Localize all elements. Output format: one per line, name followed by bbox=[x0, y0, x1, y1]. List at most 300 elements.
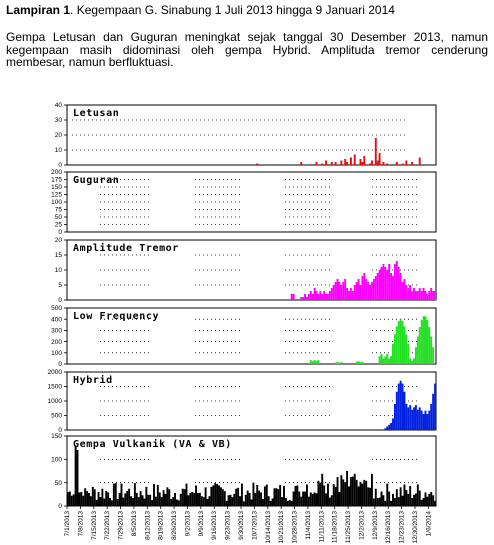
bar bbox=[230, 495, 232, 506]
bar bbox=[432, 495, 434, 506]
bar bbox=[344, 159, 346, 165]
bar bbox=[136, 493, 138, 506]
bar bbox=[409, 285, 411, 300]
bar bbox=[396, 392, 398, 430]
bar bbox=[126, 491, 128, 506]
bar bbox=[346, 471, 348, 506]
bar bbox=[143, 499, 145, 506]
bar bbox=[130, 496, 132, 506]
bar bbox=[426, 320, 428, 364]
bar bbox=[90, 496, 92, 506]
x-tick-label: 9/16/2013 bbox=[211, 511, 219, 540]
bar bbox=[425, 291, 427, 300]
bar bbox=[331, 495, 333, 506]
bar bbox=[170, 499, 172, 506]
bar bbox=[153, 484, 155, 506]
bar bbox=[296, 485, 298, 506]
bar bbox=[411, 162, 413, 165]
bar bbox=[340, 161, 342, 166]
bar bbox=[360, 482, 362, 506]
bar bbox=[256, 164, 258, 166]
bar bbox=[409, 486, 411, 506]
y-tick-label: 175 bbox=[51, 176, 62, 184]
bar bbox=[411, 361, 413, 364]
y-tick-label: 1000 bbox=[47, 398, 62, 406]
bar bbox=[382, 162, 384, 165]
bar bbox=[199, 493, 201, 506]
bar bbox=[384, 428, 386, 430]
bar bbox=[358, 486, 360, 506]
bar bbox=[279, 485, 281, 506]
bar bbox=[275, 488, 277, 506]
bar bbox=[344, 279, 346, 300]
bar bbox=[354, 155, 356, 166]
bar bbox=[369, 488, 371, 506]
bar bbox=[381, 267, 383, 300]
bar bbox=[147, 495, 149, 506]
bar bbox=[398, 497, 400, 506]
bar bbox=[373, 499, 375, 506]
bar bbox=[78, 492, 80, 506]
bar bbox=[264, 486, 266, 506]
bar bbox=[338, 492, 340, 506]
bar bbox=[273, 488, 275, 506]
bar bbox=[348, 486, 350, 506]
bar bbox=[342, 479, 344, 506]
bar bbox=[371, 282, 373, 300]
bar bbox=[166, 487, 168, 506]
bar bbox=[432, 394, 434, 430]
bar bbox=[419, 158, 421, 166]
y-tick-label: 100 bbox=[51, 456, 62, 464]
x-tick-label: 9/30/2013 bbox=[237, 511, 245, 540]
bar bbox=[358, 361, 360, 364]
bar bbox=[348, 291, 350, 300]
bar bbox=[314, 360, 316, 364]
bar bbox=[308, 294, 310, 300]
bar bbox=[388, 358, 390, 364]
bar bbox=[371, 474, 373, 506]
x-tick-label: 9/9/2013 bbox=[197, 511, 205, 537]
panel-5 bbox=[51, 433, 436, 510]
figure-description: Gempa Letusan dan Guguran meningkat sejak tanggal 30 Desember 2013, namun kegempaan masih didominasi oleh gempa Hybrid. Amplituda tremor cenderung membesar, namun berfluktuasi. bbox=[6, 30, 488, 69]
bar bbox=[300, 162, 302, 165]
bar bbox=[363, 480, 365, 506]
x-tick-label: 7/1/2013 bbox=[64, 511, 71, 537]
bar bbox=[228, 495, 230, 506]
bar bbox=[325, 161, 327, 166]
bar bbox=[426, 497, 428, 506]
bar bbox=[396, 162, 398, 165]
bar bbox=[327, 484, 329, 506]
bar bbox=[350, 288, 352, 300]
y-tick-label: 0 bbox=[58, 229, 62, 237]
bar bbox=[356, 480, 358, 506]
bar bbox=[369, 285, 371, 300]
bar bbox=[302, 492, 304, 506]
bar bbox=[338, 363, 340, 364]
bar bbox=[356, 362, 358, 364]
bar bbox=[413, 495, 415, 506]
bar bbox=[432, 347, 434, 364]
bar bbox=[266, 485, 268, 506]
bar bbox=[138, 497, 140, 506]
bar bbox=[337, 362, 339, 364]
bar bbox=[306, 485, 308, 506]
x-tick-label: 7/8/2013 bbox=[77, 511, 85, 537]
bar bbox=[411, 498, 413, 506]
bar bbox=[371, 161, 373, 166]
bar bbox=[407, 494, 409, 506]
bar bbox=[342, 282, 344, 300]
bar bbox=[373, 279, 375, 300]
y-tick-label: 20 bbox=[54, 132, 62, 140]
bar bbox=[329, 291, 331, 300]
bar bbox=[325, 493, 327, 506]
y-tick-label: 200 bbox=[51, 338, 62, 346]
y-tick-label: 0 bbox=[58, 427, 62, 435]
bar bbox=[140, 491, 142, 506]
bar bbox=[404, 485, 406, 506]
bar bbox=[413, 358, 415, 364]
bar bbox=[186, 484, 188, 506]
bar bbox=[360, 159, 362, 165]
bar bbox=[132, 498, 134, 506]
bar bbox=[304, 492, 306, 506]
bar bbox=[405, 490, 407, 506]
bar bbox=[381, 492, 383, 506]
bar bbox=[96, 500, 98, 506]
bar bbox=[425, 492, 427, 506]
bar bbox=[251, 499, 253, 506]
bar bbox=[323, 485, 325, 506]
bar bbox=[404, 279, 406, 300]
bar bbox=[182, 489, 184, 506]
bar bbox=[398, 267, 400, 300]
bar bbox=[411, 291, 413, 300]
x-tick-label: 12/16/2013 bbox=[385, 511, 393, 544]
bar bbox=[312, 294, 314, 300]
panel-title: Guguran bbox=[73, 175, 120, 186]
y-tick-label: 50 bbox=[54, 479, 62, 487]
bar bbox=[377, 161, 379, 166]
bar bbox=[398, 321, 400, 364]
bar bbox=[365, 279, 367, 300]
bar bbox=[350, 158, 352, 166]
caption-lead: Lampiran 1 bbox=[6, 3, 71, 17]
bar bbox=[321, 294, 323, 300]
bar bbox=[310, 360, 312, 364]
bar bbox=[402, 384, 404, 430]
bar bbox=[241, 484, 243, 506]
panel-3 bbox=[51, 305, 436, 368]
bar bbox=[314, 288, 316, 300]
bar bbox=[298, 492, 300, 506]
bar bbox=[411, 410, 413, 430]
bar bbox=[415, 347, 417, 364]
bar bbox=[407, 407, 409, 430]
bar bbox=[84, 488, 86, 506]
bar bbox=[404, 326, 406, 364]
bar bbox=[417, 336, 419, 364]
x-tick-label: 7/15/2013 bbox=[90, 511, 98, 540]
bar bbox=[262, 499, 264, 506]
bar bbox=[300, 297, 302, 300]
bar bbox=[281, 497, 283, 506]
y-tick-label: 100 bbox=[51, 199, 62, 207]
bar bbox=[224, 491, 226, 506]
bar bbox=[384, 356, 386, 364]
bar bbox=[268, 496, 270, 506]
x-tick-label: 12/23/2013 bbox=[398, 511, 406, 544]
bar bbox=[174, 493, 176, 506]
bar bbox=[344, 482, 346, 506]
bar bbox=[430, 492, 432, 506]
bar bbox=[317, 294, 319, 300]
bar bbox=[405, 161, 407, 166]
bar bbox=[231, 497, 233, 506]
bar bbox=[379, 498, 381, 506]
bar bbox=[210, 487, 212, 506]
bar bbox=[94, 489, 96, 506]
bar bbox=[390, 356, 392, 364]
bar bbox=[434, 291, 436, 300]
bar bbox=[260, 492, 262, 506]
bar bbox=[382, 264, 384, 300]
bar bbox=[287, 501, 289, 506]
y-tick-label: 150 bbox=[51, 184, 62, 192]
bar bbox=[388, 264, 390, 300]
bar bbox=[293, 492, 295, 506]
bar bbox=[375, 489, 377, 506]
bar bbox=[390, 423, 392, 430]
bar bbox=[333, 484, 335, 506]
bar bbox=[208, 496, 210, 506]
bar bbox=[88, 493, 90, 506]
bar bbox=[134, 483, 136, 506]
bar bbox=[195, 485, 197, 506]
bar bbox=[384, 267, 386, 300]
bar bbox=[361, 276, 363, 300]
panel-2 bbox=[55, 237, 436, 304]
x-tick-label: 8/26/2013 bbox=[171, 511, 179, 540]
bar bbox=[207, 499, 209, 506]
bar bbox=[430, 404, 432, 430]
bar bbox=[375, 138, 377, 165]
bar bbox=[189, 493, 191, 506]
x-tick-label: 11/4/2013 bbox=[304, 511, 312, 540]
bar bbox=[415, 405, 417, 430]
bar bbox=[421, 320, 423, 364]
bar bbox=[235, 489, 237, 506]
x-tick-label: 10/7/2013 bbox=[251, 511, 259, 540]
bar bbox=[316, 493, 318, 506]
y-tick-label: 200 bbox=[51, 169, 62, 177]
bar bbox=[247, 491, 249, 506]
bar bbox=[295, 486, 297, 506]
bar bbox=[400, 273, 402, 300]
bar bbox=[421, 500, 423, 506]
bar bbox=[377, 498, 379, 506]
bar bbox=[75, 446, 77, 506]
y-tick-label: 500 bbox=[51, 305, 62, 313]
x-tick-label: 9/23/2013 bbox=[224, 511, 232, 540]
bar bbox=[323, 291, 325, 300]
bar bbox=[394, 264, 396, 300]
bar bbox=[388, 425, 390, 430]
y-tick-label: 75 bbox=[54, 206, 62, 214]
bar bbox=[360, 285, 362, 300]
panel-0 bbox=[55, 102, 436, 169]
bar bbox=[434, 501, 436, 506]
bar bbox=[180, 494, 182, 506]
y-tick-label: 150 bbox=[51, 433, 62, 441]
bar bbox=[365, 481, 367, 506]
bar bbox=[354, 474, 356, 506]
bar bbox=[86, 491, 88, 506]
bar bbox=[256, 485, 258, 506]
bar bbox=[272, 499, 274, 506]
bar bbox=[289, 500, 291, 506]
bar bbox=[249, 493, 251, 506]
bar bbox=[413, 288, 415, 300]
bar bbox=[421, 291, 423, 300]
bar bbox=[291, 501, 293, 506]
bar bbox=[203, 497, 205, 506]
bar bbox=[337, 279, 339, 300]
bar bbox=[335, 162, 337, 165]
bar bbox=[425, 411, 427, 430]
bar bbox=[419, 288, 421, 300]
bar bbox=[409, 358, 411, 364]
bar bbox=[405, 404, 407, 430]
bar bbox=[392, 344, 394, 364]
bar bbox=[285, 498, 287, 506]
bar bbox=[394, 334, 396, 364]
x-tick-label: 8/19/2013 bbox=[157, 511, 165, 540]
bar bbox=[239, 496, 241, 506]
bar bbox=[423, 288, 425, 300]
bar bbox=[356, 282, 358, 300]
bar bbox=[103, 499, 105, 506]
bar bbox=[310, 291, 312, 300]
bar bbox=[205, 487, 207, 506]
bar bbox=[432, 291, 434, 300]
bar bbox=[335, 487, 337, 506]
bar bbox=[105, 491, 107, 506]
bar bbox=[77, 450, 79, 506]
bar bbox=[392, 418, 394, 430]
bar bbox=[340, 362, 342, 364]
bar bbox=[277, 489, 279, 506]
bar bbox=[396, 489, 398, 506]
bar bbox=[197, 493, 199, 506]
panel-title: Hybrid bbox=[73, 375, 113, 386]
bar bbox=[367, 282, 369, 300]
bar bbox=[119, 493, 121, 506]
x-tick-label: 8/12/2013 bbox=[144, 511, 152, 540]
bar bbox=[122, 498, 124, 506]
bar bbox=[419, 407, 421, 430]
bar bbox=[252, 483, 254, 506]
bar bbox=[369, 164, 371, 166]
bar bbox=[184, 489, 186, 506]
bar bbox=[415, 291, 417, 300]
bar bbox=[417, 410, 419, 430]
bar bbox=[317, 360, 319, 364]
bar bbox=[358, 279, 360, 300]
bar bbox=[417, 485, 419, 506]
panel-title: Gempa Vulkanik (VA & VB) bbox=[73, 439, 232, 450]
bar bbox=[381, 354, 383, 364]
bar bbox=[109, 498, 111, 506]
bar bbox=[155, 497, 157, 506]
x-tick-label: 8/5/2013 bbox=[130, 511, 138, 537]
bar bbox=[333, 285, 335, 300]
panel-title: Letusan bbox=[73, 108, 120, 119]
caption-title: . Kegempaan G. Sinabung 1 Juli 2013 hingga 9 Januari 2014 bbox=[70, 3, 395, 17]
bar bbox=[111, 500, 113, 506]
bar bbox=[165, 494, 167, 506]
bar bbox=[386, 427, 388, 430]
bar bbox=[101, 489, 103, 506]
bar bbox=[201, 496, 203, 506]
bar bbox=[340, 285, 342, 300]
bar bbox=[407, 344, 409, 364]
bar bbox=[361, 362, 363, 364]
bar bbox=[331, 162, 333, 165]
bar bbox=[379, 270, 381, 300]
x-tick-label: 1/6/2014 bbox=[425, 511, 433, 537]
bar bbox=[423, 316, 425, 364]
y-tick-label: 0 bbox=[58, 162, 62, 170]
y-tick-label: 0 bbox=[58, 297, 62, 305]
bar bbox=[243, 501, 245, 506]
bar bbox=[291, 294, 293, 300]
bar bbox=[396, 261, 398, 300]
bar bbox=[80, 492, 82, 506]
bar bbox=[283, 486, 285, 506]
bar bbox=[306, 297, 308, 300]
bar bbox=[69, 492, 71, 506]
bar bbox=[388, 492, 390, 506]
bar bbox=[338, 282, 340, 300]
bar bbox=[73, 494, 75, 506]
bar bbox=[379, 356, 381, 364]
bar bbox=[216, 484, 218, 506]
bar bbox=[159, 492, 161, 506]
bar bbox=[419, 491, 421, 506]
bar bbox=[128, 489, 130, 506]
bar bbox=[340, 475, 342, 506]
x-tick-label: 10/28/2013 bbox=[291, 511, 299, 544]
bar bbox=[115, 483, 117, 506]
bar bbox=[407, 288, 409, 300]
bar bbox=[258, 491, 260, 506]
bar bbox=[405, 334, 407, 364]
bar bbox=[417, 291, 419, 300]
bar bbox=[354, 285, 356, 300]
bar bbox=[226, 501, 228, 506]
y-tick-label: 30 bbox=[54, 117, 62, 125]
bar bbox=[404, 392, 406, 430]
bar bbox=[163, 490, 165, 506]
bar bbox=[390, 273, 392, 300]
bar bbox=[187, 495, 189, 506]
bar bbox=[270, 501, 272, 506]
bar bbox=[71, 496, 73, 506]
bar bbox=[352, 291, 354, 300]
